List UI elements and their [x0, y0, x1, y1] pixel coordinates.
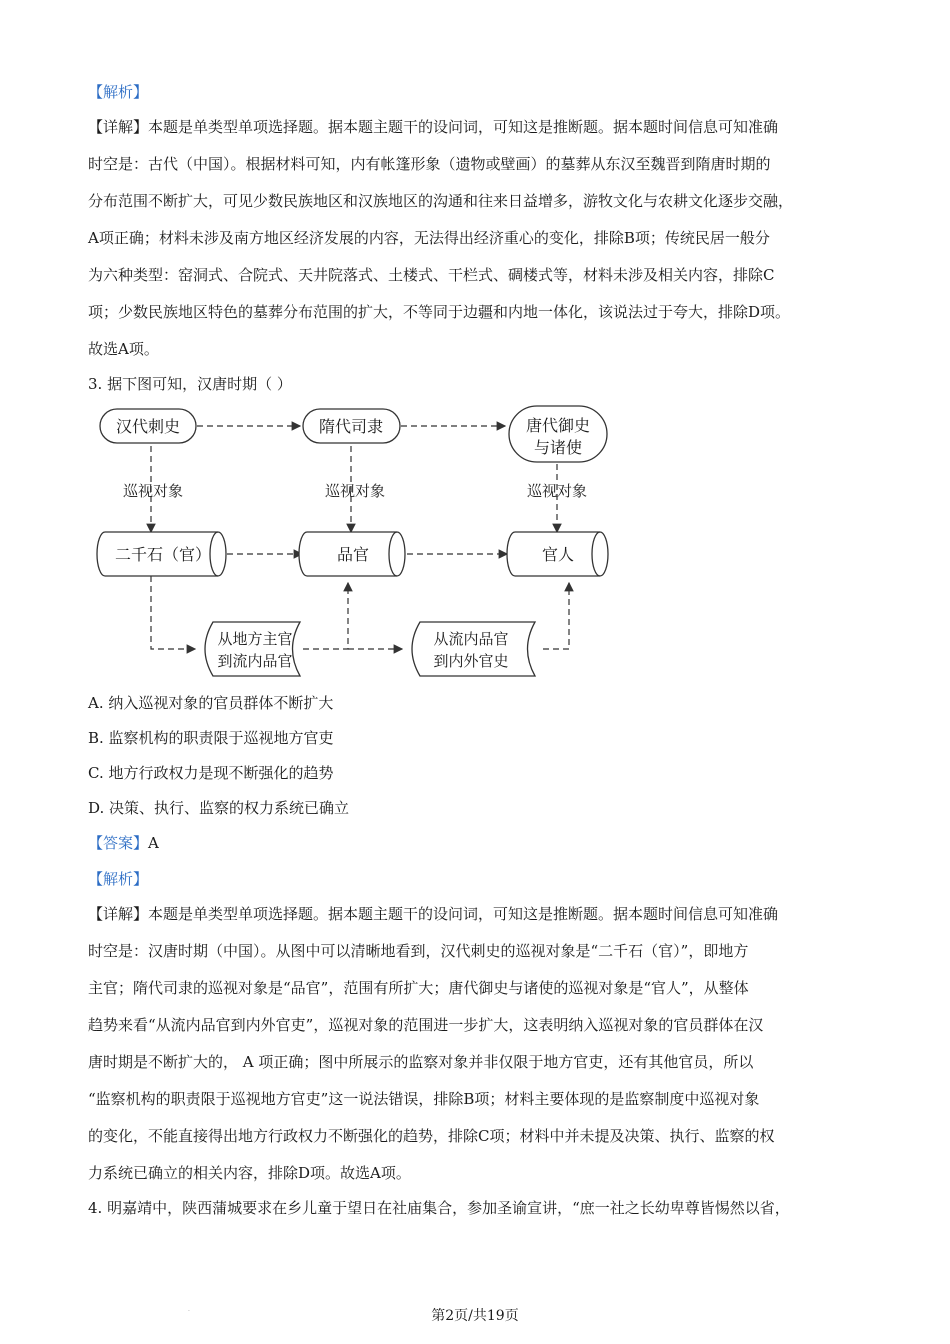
detail-line: 的变化，不能直接得出地方行政权力不断强化的趋势，排除C项；材料中并未提及决策、执行、监察的权	[88, 1127, 775, 1145]
node-tang-yushi-label-1: 唐代御史	[525, 416, 591, 435]
node-tang-yushi-label-2: 与诸使	[533, 438, 583, 457]
supervision-diagram	[95, 400, 625, 680]
edge-label: 巡视对象	[526, 482, 588, 500]
node-sui-sili-label: 隋代司隶	[318, 417, 384, 436]
option-b: B. 监察机构的职责限于巡视地方官吏	[88, 729, 334, 747]
option-a: A. 纳入巡视对象的官员群体不断扩大	[88, 694, 334, 712]
question-3-stem: 3. 据下图可知，汉唐时期（ ）	[88, 375, 292, 393]
scroll-local-to-rank-label-2: 到流内品官	[217, 652, 293, 670]
node-erqianshi-label: 二千石（官）	[114, 545, 212, 564]
edge-label: 巡视对象	[122, 482, 184, 500]
page-footer: 第2页/共19页	[431, 1308, 519, 1324]
detail-line: 力系统已确立的相关内容，排除D项。故选A项。	[88, 1164, 411, 1182]
question-4-stem: 4. 明嘉靖中，陕西蒲城要求在乡儿童于望日在社庙集合，参加圣谕宣讲，“庶一社之长幼卑尊皆惕然以省，	[88, 1199, 790, 1217]
node-han-cishi-label: 汉代刺史	[115, 417, 181, 436]
detail-line: 唐时期是不断扩大的， A 项正确；图中所展示的监察对象并非仅限于地方官吏，还有其他官员，所以	[88, 1053, 754, 1071]
detail-line: 【详解】本题是单类型单项选择题。据本题主题干的设问词，可知这是推断题。据本题时间信息可知准确	[88, 118, 779, 136]
analysis-tag: 【解析】	[88, 870, 149, 888]
scroll-local-to-rank-label-1: 从地方主官	[217, 630, 293, 648]
detail-line: “监察机构的职责限于巡视地方官吏”这一说法错误，排除B项；材料主要体现的是监察制度中巡视对象	[88, 1090, 760, 1108]
scroll-rank-to-inner-outer-label-2: 到内外官史	[433, 652, 509, 670]
detail-line: 项；少数民族地区特色的墓葬分布范围的扩大，不等同于边疆和内地一体化，该说法过于夸大，排除D项。	[88, 303, 791, 321]
detail-line: 时空是：古代（中国）。根据材料可知，内有帐篷形象（遗物或壁画）的墓葬从东汉至魏晋到隋唐时期的	[88, 155, 771, 173]
detail-line: 故选A项。	[88, 340, 159, 358]
analysis-tag: 【解析】	[88, 83, 149, 101]
answer-value: A	[148, 834, 159, 852]
detail-line: 分布范围不断扩大，可见少数民族地区和汉族地区的沟通和往来日益增多，游牧文化与农耕文化逐步交融，	[88, 192, 794, 210]
answer-tag: 【答案】	[88, 834, 149, 852]
option-c: C. 地方行政权力是现不断强化的趋势	[88, 764, 334, 782]
detail-line: A项正确；材料未涉及南方地区经济发展的内容，无法得出经济重心的变化，排除B项；传统民居一般分	[88, 229, 770, 247]
detail-line: 【详解】本题是单类型单项选择题。据本题主题干的设问词，可知这是推断题。据本题时间信息可知准确	[88, 905, 779, 923]
detail-line: 主官；隋代司隶的巡视对象是“品官”，范围有所扩大；唐代御史与诸使的巡视对象是“官人”，从整体	[88, 979, 749, 997]
node-pinguan-label: 品官	[336, 545, 370, 564]
answer-line	[88, 833, 159, 853]
detail-line: 为六种类型：窑洞式、合院式、天井院落式、土楼式、干栏式、碉楼式等，材料未涉及相关内容，排除C	[88, 266, 775, 284]
node-guanren-label: 官人	[541, 545, 575, 564]
dot-mark: ·	[188, 1308, 190, 1315]
detail-line: 趋势来看“从流内品官到内外官吏”，巡视对象的范围进一步扩大，这表明纳入巡视对象的官员群体在汉	[88, 1016, 764, 1034]
option-d: D. 决策、执行、监察的权力系统已确立	[88, 799, 350, 817]
detail-line: 时空是：汉唐时期（中国）。从图中可以清晰地看到，汉代刺史的巡视对象是“二千石（官）”，即地方	[88, 942, 749, 960]
edge-label: 巡视对象	[324, 482, 386, 500]
scroll-rank-to-inner-outer-label-1: 从流内品官	[433, 630, 509, 648]
